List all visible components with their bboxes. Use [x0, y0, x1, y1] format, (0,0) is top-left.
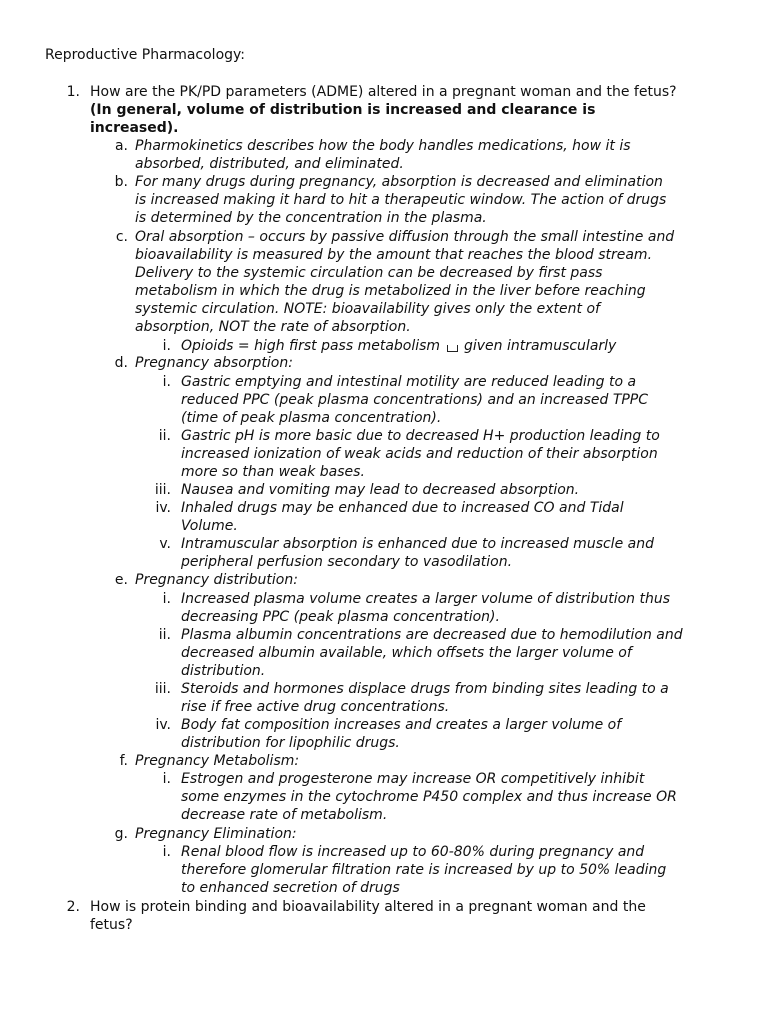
- list-item-text: Oral absorption – occurs by passive diffusion through the small intestine and: [135, 229, 675, 245]
- list-item-text: therefore glomerular filtration rate is increased by up to 50% leading: [181, 862, 667, 878]
- list-item-text: distribution.: [181, 663, 266, 679]
- list-item-text: is increased making it hard to hit a therapeutic window. The action of drugs: [135, 192, 667, 208]
- list-item-text: Nausea and vomiting may lead to decreased absorption.: [181, 482, 580, 498]
- section-heading: Pregnancy Elimination:: [135, 826, 297, 842]
- list-item-text: absorbed, distributed, and eliminated.: [135, 156, 404, 172]
- question-1-summary: increased).: [90, 120, 179, 136]
- question-2-text: How is protein binding and bioavailability altered in a pregnant woman and the: [90, 899, 646, 915]
- section-heading: Pregnancy absorption:: [135, 355, 293, 371]
- list-item-text: decreased albumin available, which offsets the larger volume of: [181, 645, 632, 661]
- list-item-text: distribution for lipophilic drugs.: [181, 735, 400, 751]
- list-marker: iv.: [155, 500, 171, 516]
- section-heading: Pregnancy distribution:: [135, 572, 298, 588]
- list-item-text: increased ionization of weak acids and reduction of their absorption: [181, 446, 658, 462]
- list-marker: 2.: [66, 899, 80, 915]
- list-marker: e.: [114, 572, 128, 588]
- list-item-text: decreasing PPC (peak plasma concentration).: [181, 609, 500, 625]
- list-marker: g.: [114, 826, 128, 842]
- question-2-text: fetus?: [90, 917, 133, 933]
- list-marker: b.: [114, 174, 128, 190]
- list-item-text: systemic circulation. NOTE: bioavailability gives only the extent of: [135, 301, 600, 317]
- list-item-text: decrease rate of metabolism.: [181, 807, 388, 823]
- list-item-text: bioavailability is measured by the amount that reaches the blood stream.: [135, 247, 653, 263]
- list-item-text: rise if free active drug concentrations.: [181, 699, 450, 715]
- list-item-text: is determined by the concentration in the plasma.: [135, 210, 487, 226]
- list-item-text: (time of peak plasma concentration).: [181, 410, 442, 426]
- list-item-text: some enzymes in the cytochrome P450 complex and thus increase OR: [181, 789, 677, 805]
- list-item-text: reduced PPC (peak plasma concentrations) and an increased TPPC: [181, 392, 649, 408]
- list-marker: i.: [162, 591, 171, 607]
- list-marker: f.: [119, 753, 128, 769]
- list-marker: i.: [162, 844, 171, 860]
- list-marker: i.: [162, 771, 171, 787]
- section-heading: Pregnancy Metabolism:: [135, 753, 300, 769]
- list-item-text: For many drugs during pregnancy, absorption is decreased and elimination: [135, 174, 663, 190]
- list-marker: iii.: [154, 482, 171, 498]
- question-1-summary: (In general, volume of distribution is increased and clearance is: [90, 102, 596, 118]
- list-marker: a.: [114, 138, 128, 154]
- list-marker: d.: [114, 355, 128, 371]
- list-marker: iv.: [155, 717, 171, 733]
- list-item-text: absorption, NOT the rate of absorption.: [135, 319, 411, 335]
- list-item-text: Gastric pH is more basic due to decreased H+ production leading to: [181, 428, 660, 444]
- list-marker: i.: [162, 374, 171, 390]
- list-item-text: more so than weak bases.: [181, 464, 365, 480]
- list-item-text: Renal blood flow is increased up to 60-80% during pregnancy and: [181, 844, 645, 860]
- list-item-text: peripheral perfusion secondary to vasodilation.: [181, 554, 513, 570]
- list-item-text: Inhaled drugs may be enhanced due to increased CO and Tidal: [181, 500, 624, 516]
- list-item-text: to enhanced secretion of drugs: [181, 880, 400, 896]
- list-item-text: Pharmokinetics describes how the body handles medications, how it is: [135, 138, 631, 154]
- list-marker: i.: [162, 338, 171, 354]
- list-marker: ii.: [158, 627, 171, 643]
- list-marker: v.: [159, 536, 171, 552]
- list-item-text: Steroids and hormones displace drugs from binding sites leading to a: [181, 681, 669, 697]
- list-item-text: Estrogen and progesterone may increase OR competitively inhibit: [181, 771, 645, 787]
- list-marker: 1.: [66, 84, 80, 100]
- list-item-text-part: given intramuscularly: [463, 338, 617, 354]
- arrow-icon: [447, 345, 458, 352]
- list-marker: c.: [115, 229, 128, 245]
- list-item-text: Gastric emptying and intestinal motility are reduced leading to a: [181, 374, 637, 390]
- list-item-text: [181, 337, 616, 355]
- list-item-text-part: Opioids = high first pass metabolism: [181, 338, 441, 354]
- list-item-text: Body fat composition increases and creates a larger volume of: [181, 717, 622, 733]
- list-item-text: Delivery to the systemic circulation can be decreased by first pass: [135, 265, 603, 281]
- list-item-text: Intramuscular absorption is enhanced due to increased muscle and: [181, 536, 654, 552]
- list-item-text: Plasma albumin concentrations are decreased due to hemodilution and: [181, 627, 683, 643]
- list-item-text: metabolism in which the drug is metabolized in the liver before reaching: [135, 283, 646, 299]
- list-marker: iii.: [154, 681, 171, 697]
- document-title: Reproductive Pharmacology:: [45, 47, 246, 63]
- list-item-text: Increased plasma volume creates a larger volume of distribution thus: [181, 591, 670, 607]
- question-1-text: How are the PK/PD parameters (ADME) altered in a pregnant woman and the fetus?: [90, 84, 677, 100]
- list-item-text: Volume.: [181, 518, 238, 534]
- list-marker: ii.: [158, 428, 171, 444]
